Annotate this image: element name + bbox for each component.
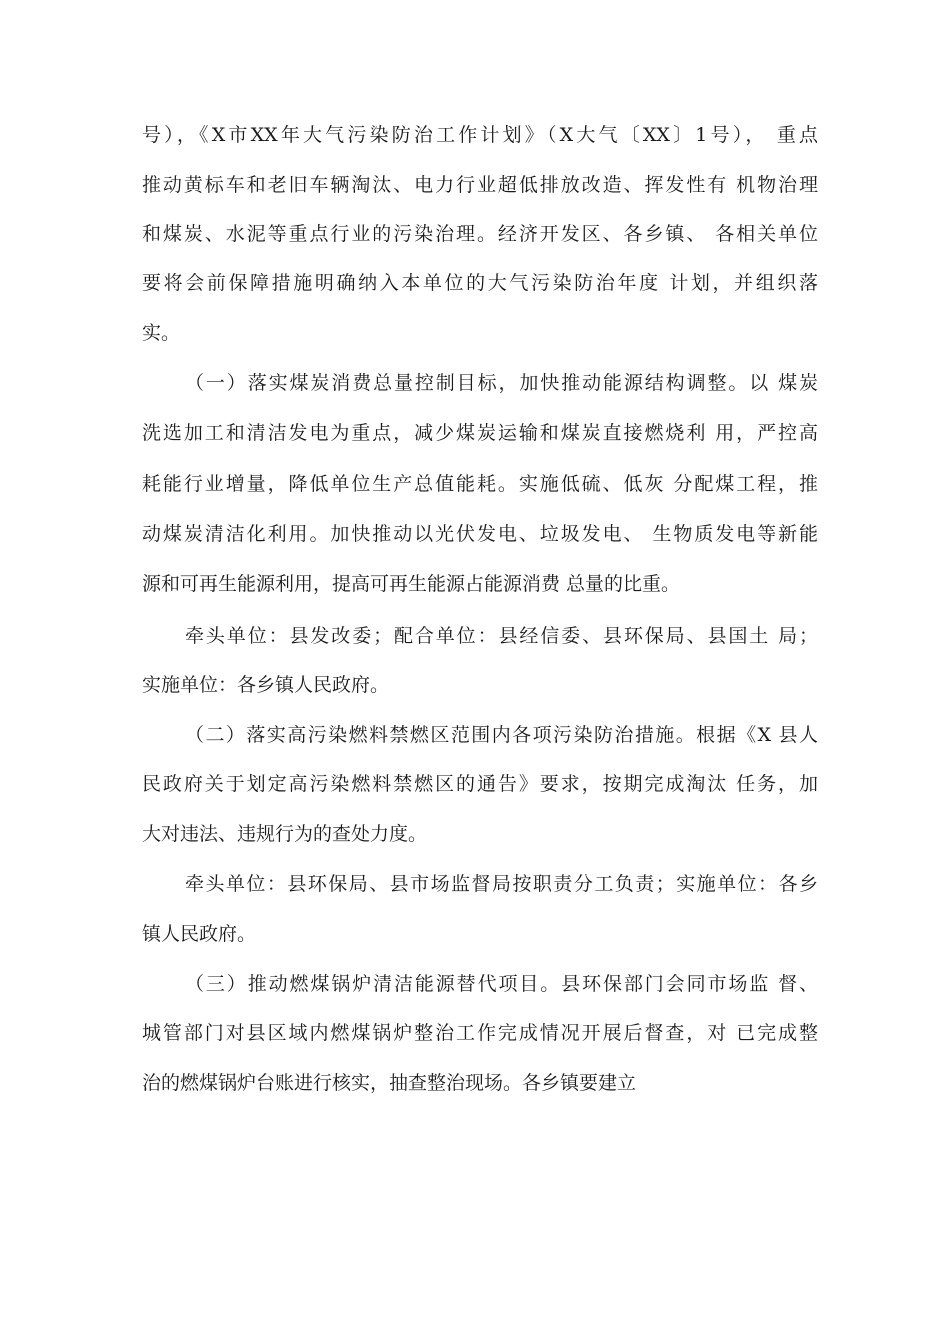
text-line-19: 城管部门对县区域内燃煤锅炉整治工作完成情况开展后督查，对 已完成整 [142,1022,818,1044]
text-line-1: 号），《X市XX年大气污染防治工作计划》（X大气〔XX〕1号）， 重点 [142,124,818,146]
text-line-6: （一）落实煤炭消费总量控制目标，加快推动能源结构调整。以 煤炭 [185,372,818,394]
text-line-10: 源和可再生能源利用，提高可再生能源占能源消费 总量的比重。 [142,573,681,595]
text-line-14: 民政府关于划定高污染燃料禁燃区的通告》要求，按期完成淘汰 任务，加 [142,773,818,795]
text-line-18: （三）推动燃煤锅炉清洁能源替代项目。县环保部门会同市场监 督、 [185,973,818,995]
text-line-4: 要将会前保障措施明确纳入本单位的大气污染防治年度 计划，并组织落 [142,272,818,294]
text-line-3: 和煤炭、水泥等重点行业的污染治理。经济开发区、各乡镇、 各相关单位 [142,223,818,245]
text-line-13: （二）落实高污染燃料禁燃区范围内各项污染防治措施。根据《X 县人 [185,724,818,746]
text-line-11: 牵头单位：县发改委；配合单位：县经信委、县环保局、县国土 局； [185,625,818,647]
text-line-16: 牵头单位：县环保局、县市场监督局按职责分工负责；实施单位：各乡 [185,873,818,895]
text-line-20: 治的燃煤锅炉台账进行核实，抽查整治现场。各乡镇要建立 [142,1072,637,1094]
text-line-9: 动煤炭清洁化利用。加快推动以光伏发电、垃圾发电、 生物质发电等新能 [142,523,818,545]
text-line-2: 推动黄标车和老旧车辆淘汰、电力行业超低排放改造、挥发性有 机物治理 [142,174,818,196]
text-line-12: 实施单位：各乡镇人民政府。 [142,674,390,696]
text-line-8: 耗能行业增量，降低单位生产总值能耗。实施低硫、低灰 分配煤工程，推 [142,473,818,495]
text-line-5: 实。 [142,322,181,344]
text-line-7: 洗选加工和清洁发电为重点，减少煤炭运输和煤炭直接燃烧利 用，严控高 [142,422,818,444]
text-line-17: 镇人民政府。 [142,923,257,945]
text-line-15: 大对违法、违规行为的查处力度。 [142,823,428,845]
